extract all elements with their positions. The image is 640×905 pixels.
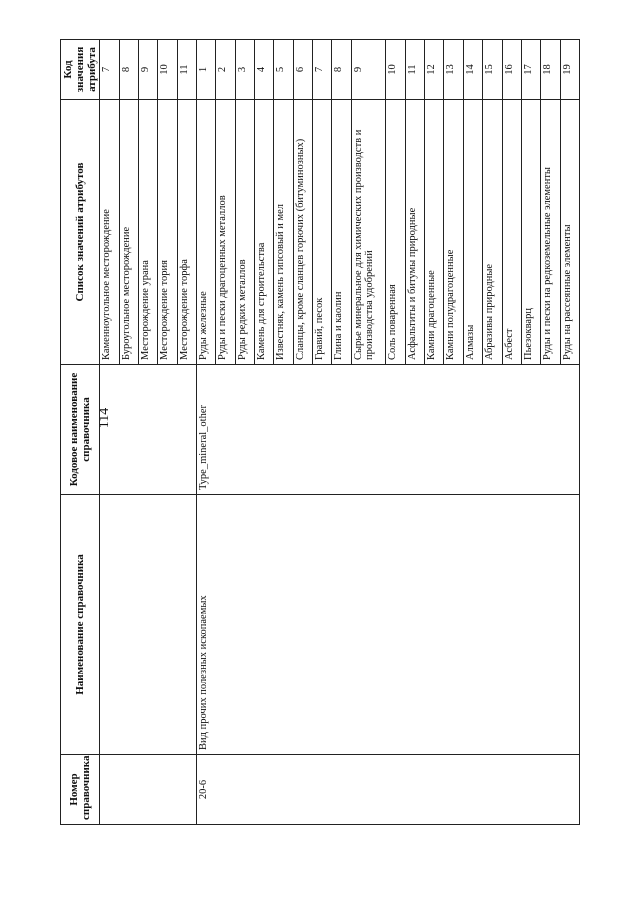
attribute-value-cell: Сырье минеральное для химических производств и производства удобрений [351, 100, 386, 365]
attribute-value-cell: Руды и пески на редкоземельные элементы [541, 100, 560, 365]
table-header-row [61, 40, 100, 825]
attribute-code-cell: 9 [138, 40, 157, 100]
attribute-value-cell: Месторождение урана [138, 100, 157, 365]
continuation-code-name-cell [100, 365, 197, 495]
header-code-name: Кодовое наименование справочника [61, 365, 100, 495]
attribute-code-cell: 2 [216, 40, 235, 100]
attribute-code-cell: 3 [235, 40, 254, 100]
attribute-value-cell: Буроугольное месторождение [119, 100, 138, 365]
attribute-value-cell: Асбест [502, 100, 521, 365]
attribute-value-cell: Камни драгоценные [425, 100, 444, 365]
attribute-code-cell: 6 [293, 40, 312, 100]
attribute-table-container [60, 40, 580, 825]
attribute-value-cell: Пьезокварц [521, 100, 540, 365]
attribute-value-cell: Месторождение торфа [177, 100, 196, 365]
attribute-value-cell: Соль поваренная [386, 100, 405, 365]
header-number: Номер справочника [61, 755, 100, 825]
attribute-code-cell: 9 [351, 40, 386, 100]
attribute-code-cell: 16 [502, 40, 521, 100]
directory-number: 20-6 [197, 755, 580, 825]
table-body [100, 40, 580, 825]
attribute-code-cell: 11 [177, 40, 196, 100]
attribute-code-cell: 4 [255, 40, 274, 100]
attribute-code-cell: 10 [158, 40, 177, 100]
attribute-value-cell: Руды редких металлов [235, 100, 254, 365]
attribute-code-cell: 18 [541, 40, 560, 100]
table-row [197, 40, 216, 825]
directory-code-name: Type_mineral_other [197, 365, 580, 495]
attribute-code-cell: 14 [463, 40, 482, 100]
attribute-value-cell: Руды и пески драгоценных металлов [216, 100, 235, 365]
attribute-value-cell: Каменноугольное месторождение [100, 100, 119, 365]
attribute-value-cell: Месторождение тория [158, 100, 177, 365]
attribute-code-cell: 11 [405, 40, 424, 100]
attribute-code-cell: 1 [197, 40, 216, 100]
attribute-value-cell: Гравий, песок [313, 100, 332, 365]
attribute-code-cell: 8 [119, 40, 138, 100]
header-name: Наименование справочника [61, 495, 100, 755]
continuation-number-cell [100, 755, 197, 825]
attribute-value-cell: Руды на рассеянные элементы [560, 100, 579, 365]
attribute-value-cell: Известняк, камень гипсовый и мел [274, 100, 293, 365]
attribute-code-cell: 19 [560, 40, 579, 100]
attribute-code-cell: 10 [386, 40, 405, 100]
directory-name: Вид прочих полезных ископаемых [197, 495, 580, 755]
attribute-code-cell: 12 [425, 40, 444, 100]
attribute-code-cell: 7 [313, 40, 332, 100]
table-row [100, 40, 119, 825]
page-number: 114 [97, 407, 112, 429]
attribute-code-cell: 17 [521, 40, 540, 100]
attribute-code-cell: 5 [274, 40, 293, 100]
attribute-code-cell: 7 [100, 40, 119, 100]
continuation-name-cell [100, 495, 197, 755]
attribute-value-cell: Сланцы, кроме сланцев горючих (битуминозных) [293, 100, 312, 365]
header-code: Код значения атрибута [61, 40, 100, 100]
header-values: Список значений атрибутов [61, 100, 100, 365]
attribute-value-cell: Алмазы [463, 100, 482, 365]
attribute-code-cell: 15 [483, 40, 502, 100]
attribute-value-cell: Асфальтиты и битумы природные [405, 100, 424, 365]
attribute-code-cell: 13 [444, 40, 463, 100]
attribute-value-cell: Камень для строительства [255, 100, 274, 365]
attribute-value-cell: Глина и каолин [332, 100, 351, 365]
attribute-value-cell: Руды железные [197, 100, 216, 365]
attribute-code-cell: 8 [332, 40, 351, 100]
attribute-values-table [60, 39, 580, 825]
attribute-value-cell: Камни полудрагоценные [444, 100, 463, 365]
attribute-value-cell: Абразивы природные [483, 100, 502, 365]
